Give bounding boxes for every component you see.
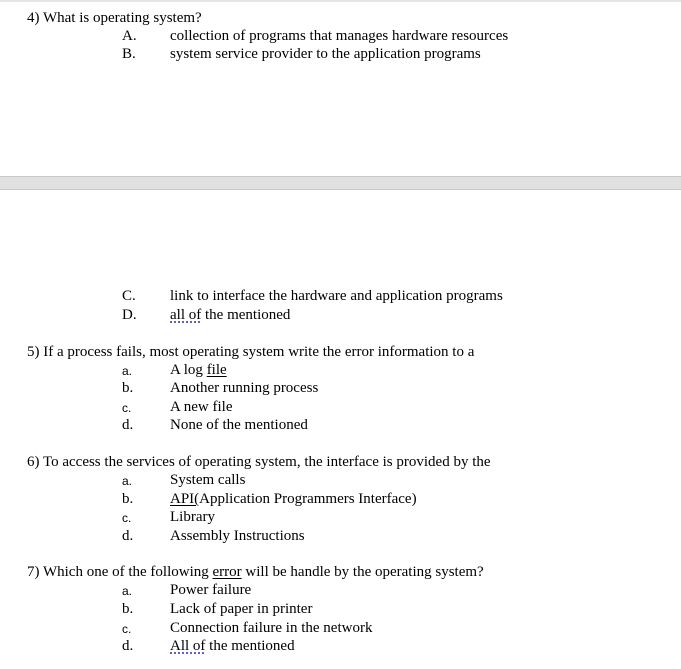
question-7-text: 7) Which one of the following error will be handle by the operating system? bbox=[27, 564, 484, 580]
q4-option-b-text: system service provider to the application programs bbox=[170, 46, 481, 62]
q4-option-a-text: collection of programs that manages hardware resources bbox=[170, 28, 509, 44]
question-5-text: 5) If a process fails, most operating system write the error information to a bbox=[27, 344, 475, 360]
q5-option-b-text: Another running process bbox=[170, 380, 319, 396]
q4-option-c-label: C. bbox=[122, 288, 136, 304]
q6-option-c-text: Library bbox=[170, 509, 215, 525]
q4-option-a-label: A. bbox=[122, 28, 137, 44]
q6-option-b-text: API(Application Programmers Interface) bbox=[170, 491, 417, 507]
q5-option-c-text: A new file bbox=[170, 399, 233, 415]
q7-option-c-label: c. bbox=[122, 622, 132, 636]
q6-option-b-label: b. bbox=[122, 491, 134, 507]
q7-option-b-label: b. bbox=[122, 601, 134, 617]
q6-option-a-text: System calls bbox=[170, 472, 246, 488]
q7-option-b-text: Lack of paper in printer bbox=[170, 601, 313, 617]
q7-option-a-label: a. bbox=[122, 584, 133, 598]
q7-option-c-text: Connection failure in the network bbox=[170, 620, 373, 636]
q4-option-b-label: B. bbox=[122, 46, 136, 62]
q4-option-c-text: link to interface the hardware and application programs bbox=[170, 288, 503, 304]
underlined-word: file bbox=[206, 362, 227, 378]
q5-option-a-label: a. bbox=[122, 364, 133, 378]
q6-option-d-text: Assembly Instructions bbox=[170, 528, 305, 544]
top-page-edge bbox=[0, 0, 681, 2]
q6-option-a-label: a. bbox=[122, 474, 133, 488]
underlined-word: error bbox=[212, 564, 242, 580]
q6-option-c-label: c. bbox=[122, 511, 132, 525]
spellcheck-mark: all of bbox=[170, 307, 202, 323]
underlined-word: API( bbox=[170, 491, 200, 507]
page-break-separator bbox=[0, 176, 681, 190]
q5-option-a-text: A log file bbox=[170, 362, 227, 378]
q5-option-b-label: b. bbox=[122, 380, 134, 396]
q5-option-d-text: None of the mentioned bbox=[170, 417, 308, 433]
q5-option-d-label: d. bbox=[122, 417, 134, 433]
q7-option-a-text: Power failure bbox=[170, 582, 252, 598]
q7-option-d-text: All of the mentioned bbox=[170, 638, 295, 654]
question-6-text: 6) To access the services of operating system, the interface is provided by the bbox=[27, 454, 491, 470]
question-4-text: 4) What is operating system? bbox=[27, 10, 202, 26]
q4-option-d-text: all of the mentioned bbox=[170, 307, 291, 323]
q7-option-d-label: d. bbox=[122, 638, 134, 654]
q6-option-d-label: d. bbox=[122, 528, 134, 544]
q4-option-d-label: D. bbox=[122, 307, 137, 323]
spellcheck-mark: All of bbox=[170, 638, 206, 654]
q5-option-c-label: c. bbox=[122, 401, 132, 415]
